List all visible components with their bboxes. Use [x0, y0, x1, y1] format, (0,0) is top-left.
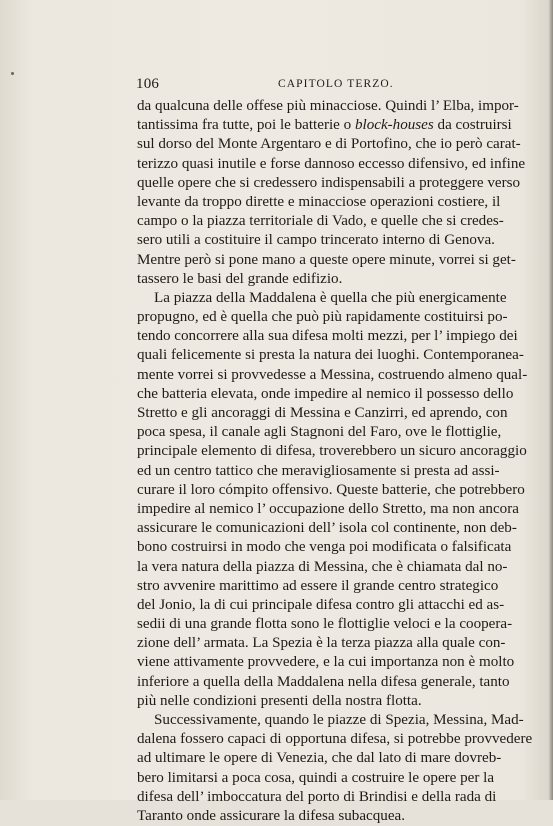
text-line: mente vorrei si provvedesse a Messina, costruendo almeno qual- [137, 366, 528, 383]
text-line: sedii di una grande flotta sono le flottiglie veloci e la coopera- [137, 616, 513, 633]
text-line [137, 116, 512, 135]
text-line: ed un centro tattico che meravigliosamente si presta ad assi- [137, 462, 500, 479]
text-line: quali felicemente si presta la natura dei luoghi. Contemporanea- [137, 347, 524, 364]
text-line: del Jonio, la di cui principale difesa contro gli attacchi ed as- [137, 596, 505, 613]
text-line: bero limitarsi a poca cosa, quindi a costruire le opere per la [137, 769, 495, 786]
text-line: assicurare le comunicazioni dell’ isola col continente, non deb- [137, 520, 517, 537]
text-line: campo o la piazza territoriale di Vado, e quelle che si credes- [137, 213, 504, 230]
body-text [137, 97, 533, 826]
text-line: principale elemento di difesa, troverebbero un sicuro ancoraggio [137, 443, 527, 460]
page-number: 106 [136, 76, 160, 92]
text-line: impedire al nemico l’ occupazione dello Stretto, ma non ancora [137, 500, 519, 517]
text-line: poca spesa, il canale agli Stagnoni del Faro, ove le flottiglie, [137, 424, 502, 441]
text-line: da qualcuna delle offese più minacciose. Quindi l’ Elba, impor- [137, 98, 519, 114]
text-line: curare il loro cómpito offensivo. Queste batterie, che potrebbero [137, 481, 525, 498]
page-edge-shadow [549, 0, 553, 800]
text-line: Mentre però si pone mano a queste opere minute, vorrei si get- [137, 251, 516, 268]
text-line: terizzo quasi inutile e forse dannoso eccesso difensivo, ed infine [137, 155, 526, 172]
text-line: sul dorso del Monte Argentaro e di Portofino, che io però carat- [137, 136, 521, 153]
text-line: propugno, ed è quella che può più rapidamente costituirsi po- [137, 309, 508, 326]
text-line: più nelle condizioni presenti della nostra flotta. [137, 692, 422, 709]
paragraph [137, 289, 528, 711]
text-line: inferiore a quella della Maddalena nella difesa generale, tanto [137, 673, 510, 690]
text-line: difesa dell’ imboccatura del porto di Brindisi e della rada di [137, 788, 497, 805]
text-line: Taranto onde assicurare la difesa subacquea. [137, 807, 405, 824]
text-line: quelle opere che si credessero indispensabili a proteggere verso [137, 174, 521, 191]
text-fragment: da costruirsi [433, 117, 512, 134]
text-line: sero utili a costituire il campo trincerato interno di Genova. [137, 232, 495, 249]
text-line: dalena fossero capaci di opportuna difesa, si potrebbe provvedere [137, 731, 533, 748]
text-fragment: tantissima fra tutte, poi le batterie o [137, 117, 355, 134]
text-line: la vera natura della piazza di Messina, che è chiamata dal no- [137, 558, 508, 575]
text-line: levante da troppo dirette e minacciose operazioni costiere, il [137, 193, 501, 210]
text-line: viene attivamente provvedere, e la cui importanza non è molto [137, 654, 515, 671]
text-line: Successivamente, quando le piazze di Spezia, Messina, Mad- [154, 712, 524, 728]
text-line: tassero le basi del grande edifizio. [137, 270, 343, 287]
running-head: CAPITOLO TERZO. [278, 78, 394, 90]
paragraph [137, 97, 526, 289]
text-line: ad ultimare le opere di Venezia, che dal lato di mare dovreb- [137, 750, 502, 767]
text-line: tendo concorrere alla sua difesa molti mezzi, per l’ impiego dei [137, 328, 518, 345]
italic-term: block-houses [354, 117, 434, 134]
text-line: zione dell’ armata. La Spezia è la terza piazza alla quale con- [137, 635, 506, 652]
text-line: bono costruirsi in modo che venga poi modificata o falsificata [137, 539, 512, 556]
page-header [134, 76, 474, 94]
paragraph [137, 711, 533, 826]
text-line: che batteria elevata, onde impedire al nemico il possesso dello [137, 385, 514, 402]
paper-speck [11, 72, 14, 75]
text-line: La piazza della Maddalena è quella che più energicamente [154, 289, 507, 306]
text-line: Stretto e gli ancoraggi di Messina e Canzirri, ed aprendo, con [137, 405, 508, 421]
text-line: stro avvenire marittimo ad essere il grande centro strategico [137, 577, 499, 594]
